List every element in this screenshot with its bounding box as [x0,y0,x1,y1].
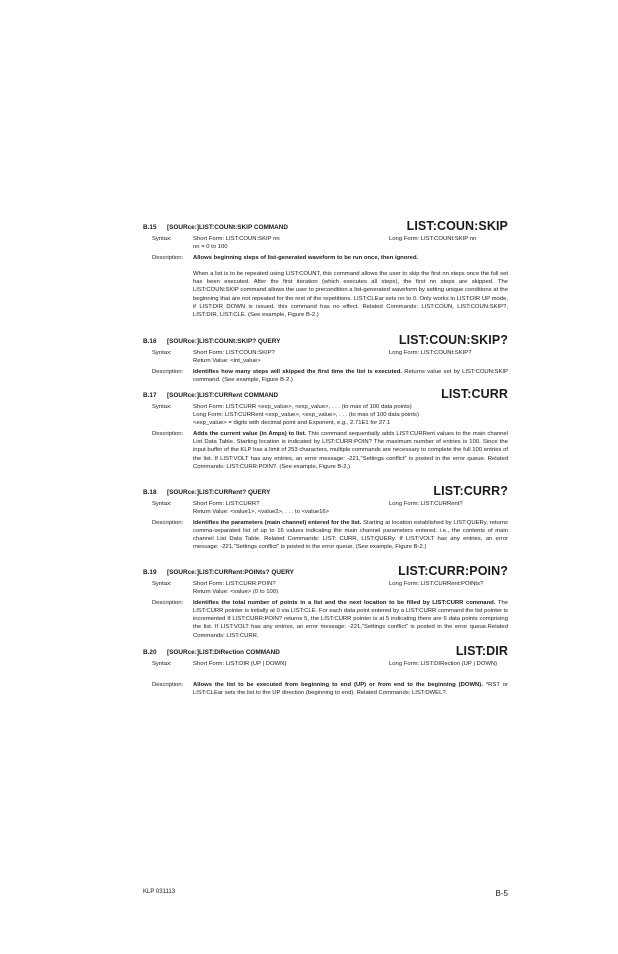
description-text: Starting at location established by LIST:QUERy, returns comma-separated list of up to 16 values indicating the main channel parameters entered. i.e., the contents of main channel List Data Table. Related Commands: LIST: CURR, LIST:QUERy. If LIST:VOLT has any entries, an error message: -221,"Settings conflict" is posted in the error queue. (See example, Figure B-2.) [193,520,508,551]
long-form: Long Form: LIST:CURRent:POINts? [389,581,484,587]
description-label: Description: [152,520,184,527]
description-text: *RST or LIST:CLEar sets the list to the UP direction (beginning to end). Related Commands: LIST:DWEL?. [193,682,508,697]
command-heading: LIST:CURR:POIN? [398,564,508,578]
description-summary: Adds the current value (in Amps) to list. [193,431,307,438]
section-title: [SOURce:]LIST:CURRent COMMAND [167,392,279,399]
section-header [143,333,508,347]
description-summary: Identifies the total number of points in a list and the next location to be filled by LIST:CURR command. [193,600,496,607]
page-number: B-5 [495,889,508,898]
section-number: B.18 [143,489,157,496]
description-label: Description: [152,431,184,438]
section-b19 [143,564,508,640]
section-header [143,219,508,233]
syntax-label: Syntax: [152,581,172,587]
description-summary: Allows beginning steps of list-generated waveform to be run once, then ignored. [193,255,419,262]
section-number: B.20 [143,649,157,656]
section-title: [SOURce:]LIST:CURRent:POINts? QUERY [167,569,294,576]
section-b15 [143,219,508,319]
short-form: Short Form: LIST:DIR {UP | DOWN} [193,661,287,667]
syntax-row [143,660,508,668]
section-title: [SOURce:]LIST:COUNt:SKIP COMMAND [167,224,288,231]
command-heading: LIST:CURR [441,387,508,401]
description-label: Description: [152,369,184,376]
section-b18 [143,484,508,552]
long-form: Long Form: LIST:CURRent? [389,501,463,507]
short-form: Short Form: LIST:CURR? [193,501,260,507]
description-summary: Identifies the parameters (main channel) entered for the list. [193,520,362,527]
long-form: Long Form: LIST:COUNt:SKIP? [389,350,472,356]
short-form: Short Form: LIST:CURR <exp_value>, <exp_value>, . . . (to max of 100 data points) [193,404,412,410]
section-title: [SOURce:]LIST:COUNt:SKIP? QUERY [167,338,281,345]
syntax-extra: nn = 0 to 100 [193,244,228,251]
description-label: Description: [152,255,184,262]
section-header [143,484,508,498]
section-number: B.17 [143,392,157,399]
syntax-extra: Long Form: LIST:CURRent <exp_value>, <exp_value>, . . . (to max of 100 data points) [193,412,419,419]
command-heading: LIST:COUN:SKIP? [398,333,508,347]
syntax-label: Syntax: [152,350,172,356]
syntax-row [143,349,508,365]
section-title: [SOURce:]LIST:CURRent? QUERY [167,489,271,496]
description-label: Description: [152,682,184,689]
section-number: B.15 [143,224,157,231]
section-header [143,644,508,658]
syntax-label: Syntax: [152,501,172,507]
syntax-extra: Return Value: <int_value> [193,358,261,365]
command-heading: LIST:COUN:SKIP [406,219,508,233]
description-text: This command sequentially adds LIST:CURRent values to the main channel List Data Table. Starting location is indicated by LIST:CURR:POIN? The maximum number of entries is 100. Since the input buffer of the KLP has a limit of 253 characters, multiple commands are necessary to complete the full 100 entries of the list. If LIST:VOLT has any entries, an error message: -221,"Settings conflict" is posted in the error queue. Related Commands: LIST:CURR:POIN?. (See example, Figure B-2.) [193,431,509,470]
description-text: Returns value set by LIST:COUN:SKIP command. (See example, Figure B-2.) [193,369,508,384]
syntax-row [143,500,508,516]
section-title: [SOURce:]LIST:DIRection COMMAND [167,649,280,656]
description-row [143,599,508,639]
syntax-row [143,403,508,427]
syntax-label: Syntax: [152,404,172,410]
description-row [143,519,508,551]
footer-doc-id: KLP 031113 [143,889,176,895]
long-form: Long Form: LIST:COUNt:SKIP nn [389,236,477,242]
short-form: Short Form: LIST:COUN:SKIP? [193,350,275,356]
description-row [143,254,508,262]
section-number: B.19 [143,569,157,576]
syntax-label: Syntax: [152,236,172,242]
description-label: Description: [152,600,184,607]
description-summary: Identifies how many steps will skipped the first time the list is executed. [193,369,402,376]
description-row [143,681,508,697]
section-b16 [143,333,508,384]
description-summary: Allows the list to be executed from beginning to end (UP) or from end to the beginning (DOWN). [193,682,483,689]
command-heading: LIST:DIR [455,644,508,658]
description-row [143,368,508,384]
syntax-extra: Return Value: <value1>, <value2>, . . . to <value16> [193,509,330,516]
section-header [143,564,508,578]
section-b20 [143,644,508,697]
section-b17 [143,387,508,471]
short-form: Short Form: LIST:COUN:SKIP nn [193,236,280,242]
description-body: When a list is to be repeated using LIST:COUNT, this command allows the user to skip the first nn steps once the full set has been executed. After the first iteration (which executes all steps), the first nn steps are skipped. The LIST:COUN:SKIP command allows the user to precondition a list-generated waveform by setting unique conditions at the beginning that are not repeated for the rest of the repetitions. LIST:CLEar sets nn to 0. Only works in LIST:DIR UP mode, if LIST:DIR DOWN is issued, this command has no effect. Related Commands: LIST:COUN, LIST:COUN:SKIP?, LIST:DIR, LIST:CLE. (See example, Figure B-2.) [193,271,508,318]
syntax-row [143,235,508,251]
section-header [143,387,508,401]
description-text: The LIST:CURR pointer is initially at 0 via LIST:CLE. For each data point entered by a LIST:CURR command the list pointer is incremented If LIST:CURR:POIN? returns 5, the LIST:CURR pointer is at 5 indicating there are 6 data points comprising the list. If LIST:VOLT has any entries, an error message: -221,"Settings conflict" is posted in the error queue.Related Commands: LIST:CURR. [193,600,508,639]
syntax-extra: Return Value: <value> (0 to 100) [193,589,279,596]
description-row [143,430,508,470]
command-heading: LIST:CURR? [433,484,508,498]
short-form: Short Form: LIST:CURR:POIN? [193,581,276,587]
section-number: B.16 [143,338,157,345]
syntax-label: Syntax: [152,661,172,667]
syntax-extra: <exp_value> = digits with decimal point and Exponent, e.g., 2.71E1 for 27.1 [193,420,391,427]
syntax-row [143,580,508,596]
long-form: Long Form: LIST:DIRection {UP | DOWN} [389,661,498,667]
